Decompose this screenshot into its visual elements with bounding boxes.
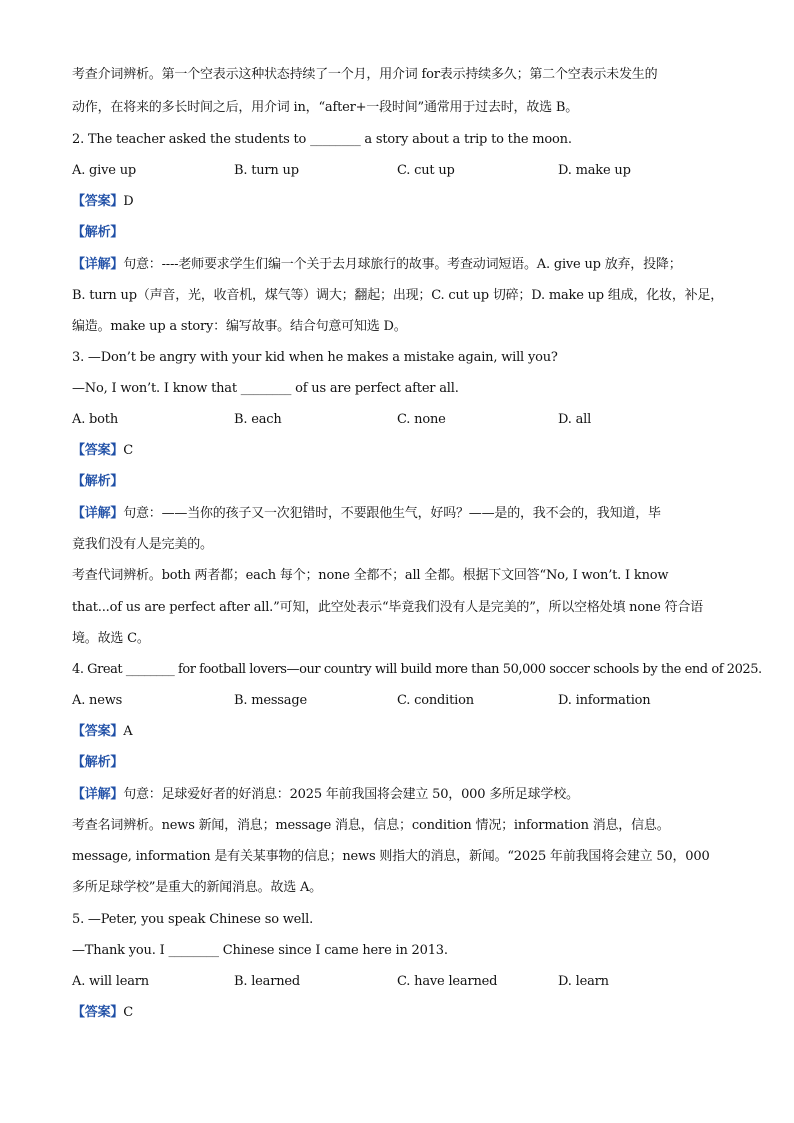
answer-value: C xyxy=(123,1005,133,1020)
q5-option-a: A. will learn xyxy=(72,974,149,989)
q4-answer xyxy=(72,724,132,740)
analysis-tag: 【解析】 xyxy=(72,225,124,240)
q3-detail-line: 考查代词辨析。both 两者都；each 每个；none 全都不；all 全都。根据下文回答“No, I won’t. I know xyxy=(72,568,669,583)
question-3-stem: 3. —Don’t be angry with your kid when he makes a mistake again, will you? xyxy=(72,350,558,365)
q5-answer xyxy=(72,1005,133,1021)
question-5-stem: 5. —Peter, you speak Chinese so well. xyxy=(72,912,314,927)
q4-detail xyxy=(72,787,579,803)
q3-detail-line: 竟我们没有人是完美的。 xyxy=(72,537,213,552)
q3-analysis xyxy=(72,474,123,490)
question-2-stem: 2. The teacher asked the students to ________ a story about a trip to the moon. xyxy=(72,132,572,147)
detail-tag: 【详解】 xyxy=(72,506,124,521)
q3-option-d: D. all xyxy=(558,412,592,427)
detail-text: 句意：足球爱好者的好消息：2025 年前我国将会建立 50，000 多所足球学校。 xyxy=(123,787,579,802)
detail-text: 句意：——当你的孩子又一次犯错时，不要跟他生气，好吗？——是的，我不会的，我知道，毕 xyxy=(123,506,661,521)
answer-value: C xyxy=(123,443,133,458)
q2-option-b: B. turn up xyxy=(234,163,299,178)
q4-detail-line: 多所足球学校”是重大的新闻消息。故选 A。 xyxy=(72,880,322,895)
q4-detail-line: message, information 是有关某事物的信息；news 则指大的消息，新闻。“2025 年前我国将会建立 50，000 xyxy=(72,849,710,864)
q4-analysis xyxy=(72,755,123,771)
answer-tag: 【答案】 xyxy=(72,724,124,739)
answer-tag: 【答案】 xyxy=(72,443,124,458)
detail-tag: 【详解】 xyxy=(72,257,124,272)
q2-option-d: D. make up xyxy=(558,163,631,178)
explanation-line: 动作，在将来的多长时间之后，用介词 in，“after+一段时间”通常用于过去时，故选 B。 xyxy=(72,100,579,115)
answer-value: D xyxy=(123,194,134,209)
q3-option-b: B. each xyxy=(234,412,282,427)
q4-option-b: B. message xyxy=(234,693,307,708)
q5-option-b: B. learned xyxy=(234,974,301,989)
explanation-line: 考查介词辨析。第一个空表示这种状态持续了一个月，用介词 for表示持续多久；第二个空表示未发生的 xyxy=(72,67,658,82)
q3-option-a: A. both xyxy=(72,412,118,427)
answer-tag: 【答案】 xyxy=(72,1005,124,1020)
q4-option-a: A. news xyxy=(72,693,123,708)
q2-detail-line: 编造。make up a story：编写故事。结合句意可知选 D。 xyxy=(72,319,407,334)
q5-option-c: C. have learned xyxy=(397,974,498,989)
detail-tag: 【详解】 xyxy=(72,787,124,802)
q4-option-c: C. condition xyxy=(397,693,474,708)
question-5-stem: —Thank you. I ________ Chinese since I came here in 2013. xyxy=(72,943,448,958)
answer-value: A xyxy=(123,724,133,739)
q2-detail-line: B. turn up（声音，光，收音机，煤气等）调大；翻起；出现；C. cut up 切碎；D. make up 组成，化妆，补足， xyxy=(72,288,724,303)
answer-tag: 【答案】 xyxy=(72,194,124,209)
q3-detail-line: that...of us are perfect after all.”可知，此空处表示“毕竟我们没有人是完美的”，所以空格处填 none 符合语 xyxy=(72,600,703,615)
q4-detail-line: 考查名词辨析。news 新闻，消息；message 消息，信息；condition 情况；information 消息，信息。 xyxy=(72,818,670,833)
q2-analysis xyxy=(72,225,123,241)
question-4-stem: 4. Great ________ for football lovers—our country will build more than 50,000 soccer schools by the end of 2025. xyxy=(72,662,762,677)
q2-detail xyxy=(72,257,682,273)
q5-option-d: D. learn xyxy=(558,974,609,989)
analysis-tag: 【解析】 xyxy=(72,755,124,770)
q4-option-d: D. information xyxy=(558,693,651,708)
q3-detail-line: 境。故选 C。 xyxy=(72,631,150,646)
q3-detail xyxy=(72,506,661,522)
q2-answer xyxy=(72,194,133,210)
detail-text: 句意：----老师要求学生们编一个关于去月球旅行的故事。考查动词短语。A. give up 放弃，投降； xyxy=(123,257,682,272)
q3-answer xyxy=(72,443,133,459)
analysis-tag: 【解析】 xyxy=(72,474,124,489)
q2-option-a: A. give up xyxy=(72,163,136,178)
question-3-stem: —No, I won’t. I know that ________ of us are perfect after all. xyxy=(72,381,459,396)
q2-option-c: C. cut up xyxy=(397,163,455,178)
q3-option-c: C. none xyxy=(397,412,446,427)
